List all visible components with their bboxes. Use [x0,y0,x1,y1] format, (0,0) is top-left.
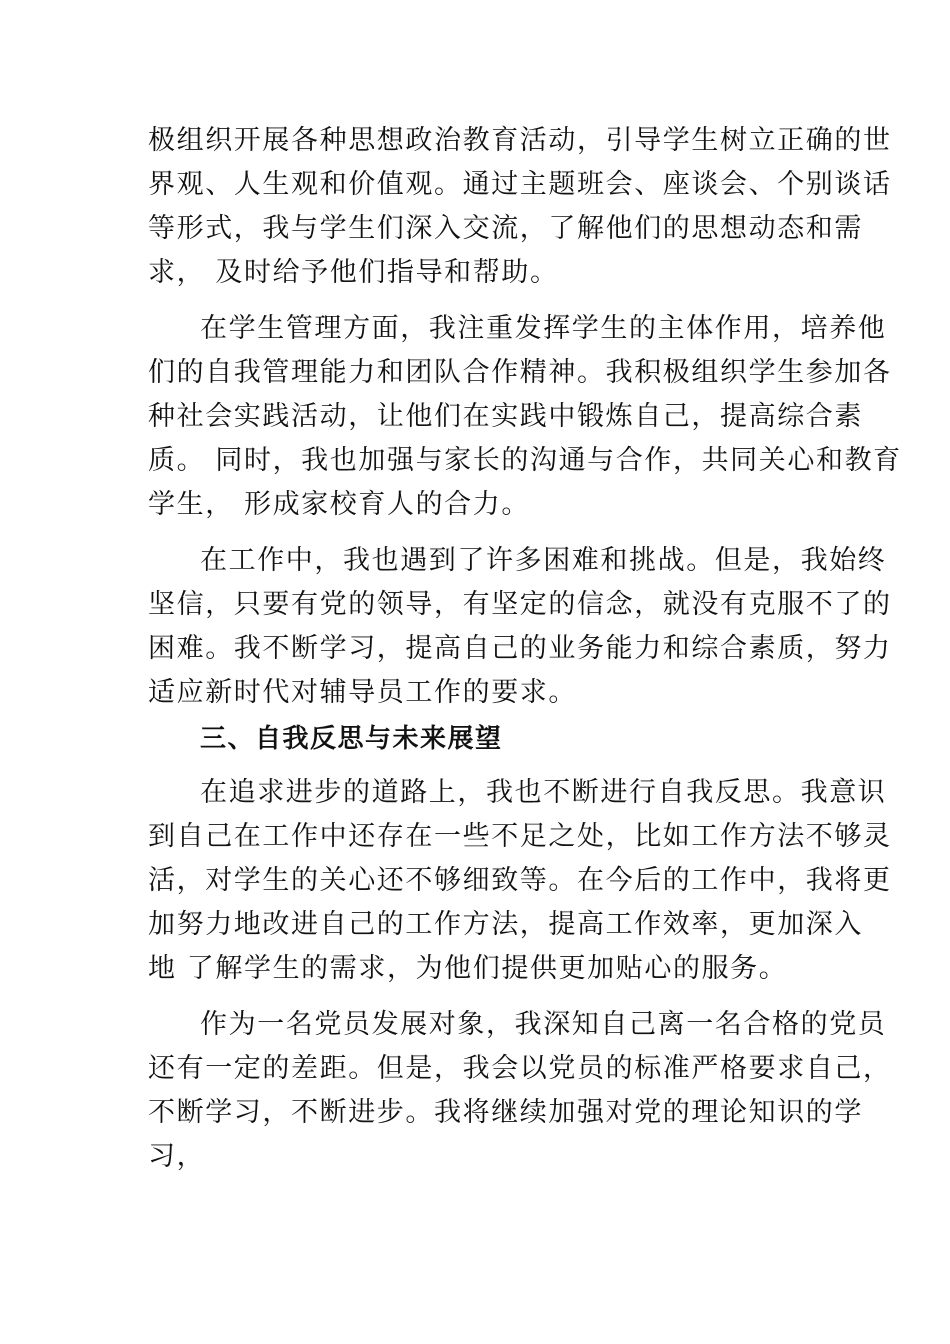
paragraph-4-line-3: 活，对学生的关心还不够细致等。在今后的工作中，我将更 [148,865,892,896]
paragraph-2-line-5: 学生， 形成家校育人的合力。 [148,489,530,520]
paragraph-3-line-1: 在工作中，我也遇到了许多困难和挑战。但是，我始终 [200,545,887,576]
paragraph-4-line-5: 地 了解学生的需求，为他们提供更加贴心的服务。 [148,953,788,984]
paragraph-5-line-2: 还有一定的差距。但是，我会以党员的标准严格要求自己， [148,1053,892,1084]
section-heading: 三、自我反思与未来展望 [200,724,503,754]
paragraph-5-line-1: 作为一名党员发展对象，我深知自己离一名合格的党员 [200,1009,887,1040]
paragraph-1-line-4: 求， 及时给予他们指导和帮助。 [148,257,559,288]
paragraph-2-line-2: 们的自我管理能力和团队合作精神。我积极组织学生参加各 [148,357,892,388]
paragraph-1-line-3: 等形式，我与学生们深入交流，了解他们的思想动态和需 [148,213,863,244]
paragraph-2-line-3: 种社会实践活动，让他们在实践中锻炼自己，提高综合素 [148,401,863,432]
paragraph-5-line-3: 不断学习，不断进步。我将继续加强对党的理论知识的学 [148,1097,863,1128]
paragraph-4-line-1: 在追求进步的道路上，我也不断进行自我反思。我意识 [200,777,887,808]
paragraph-4-line-4: 加努力地改进自己的工作方法，提高工作效率，更加深入 [148,909,863,940]
paragraph-2-line-1: 在学生管理方面，我注重发挥学生的主体作用，培养他 [200,313,887,344]
paragraph-2-line-4: 质。 同时，我也加强与家长的沟通与合作，共同关心和教育 [148,445,902,476]
paragraph-1-line-1: 极组织开展各种思想政治教育活动，引导学生树立正确的世 [148,125,892,156]
paragraph-3-line-2: 坚信，只要有党的领导，有坚定的信念，就没有克服不了的 [148,589,892,620]
paragraph-1-line-2: 界观、人生观和价值观。通过主题班会、座谈会、个别谈话 [148,169,892,200]
paragraph-3-line-3: 困难。我不断学习，提高自己的业务能力和综合素质，努力 [148,633,892,664]
paragraph-4-line-2: 到自己在工作中还存在一些不足之处，比如工作方法不够灵 [148,821,892,852]
paragraph-3-line-4: 适应新时代对辅导员工作的要求。 [148,677,577,708]
paragraph-5-line-4: 习， [148,1141,206,1172]
